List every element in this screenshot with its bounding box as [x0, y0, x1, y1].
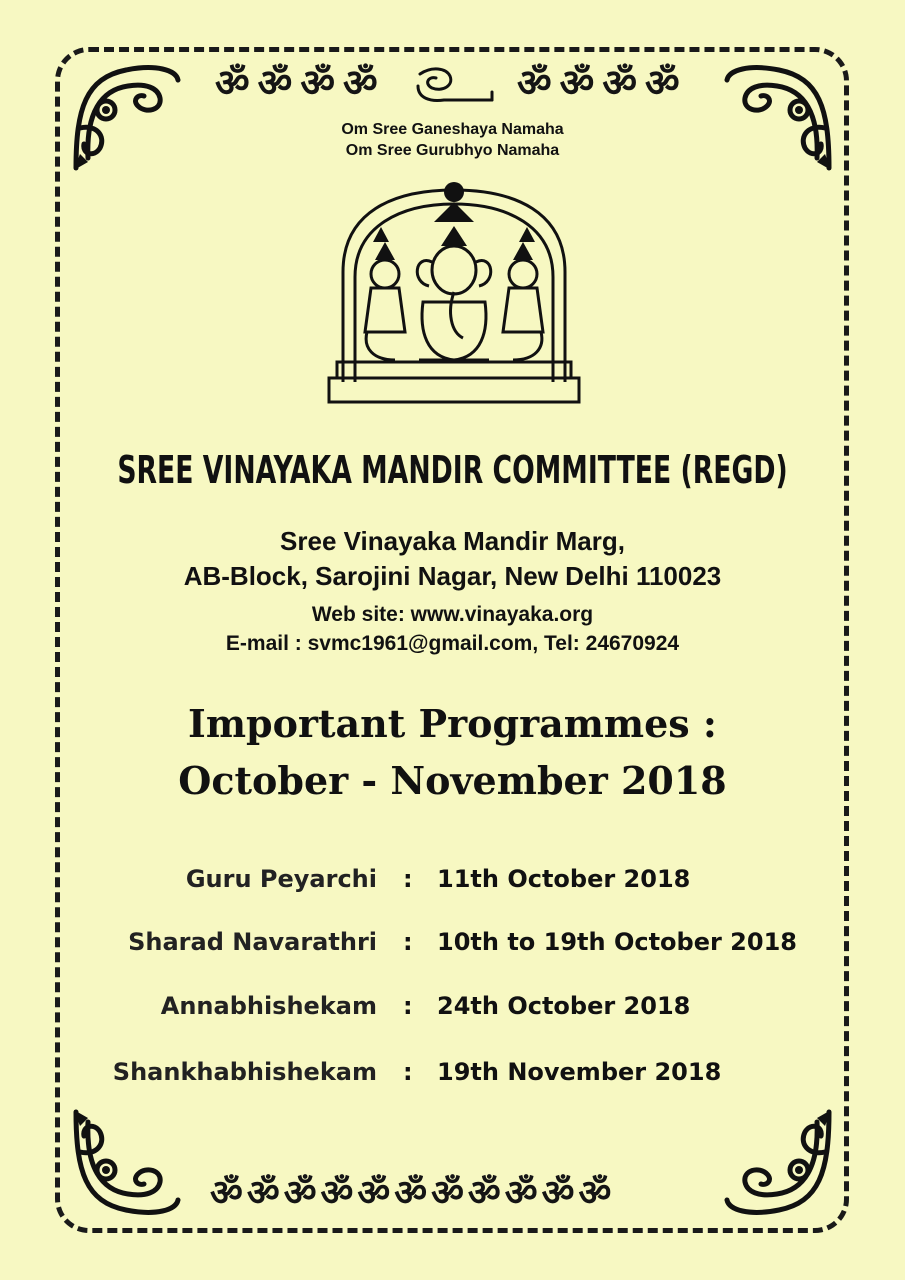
ganesha-deity-illustration-icon [323, 182, 585, 410]
programme-name: Annabhishekam [160, 992, 377, 1020]
corner-ornament-bottom-left-icon [66, 1102, 186, 1222]
contact-line: E-mail : svmc1961@gmail.com, Tel: 24670924 [225, 632, 680, 655]
programme-separator: : [403, 1058, 413, 1086]
om-icon: ॐ [602, 61, 637, 105]
programmes-heading: Important Programmes : [188, 701, 717, 746]
om-icon: ॐ [578, 1173, 612, 1214]
om-icon: ॐ [215, 61, 250, 105]
corner-ornament-bottom-right-icon [719, 1102, 839, 1222]
invocation-guru: Om Sree Gurubhyo Namaha [345, 142, 560, 159]
address-line-1: Sree Vinayaka Mandir Marg, [280, 526, 625, 556]
om-symbols-top-right [517, 61, 680, 105]
website-line: Web site: www.vinayaka.org [311, 603, 594, 626]
committee-name-title: SREE VINAYAKA MANDIR COMMITTEE (REGD) [117, 448, 788, 492]
om-icon: ॐ [504, 1173, 538, 1214]
om-icon: ॐ [246, 1173, 280, 1214]
om-icon: ॐ [342, 61, 378, 105]
om-symbols-top-left [215, 61, 378, 105]
programme-date: 24th October 2018 [437, 992, 691, 1020]
om-icon: ॐ [394, 1173, 428, 1214]
address-line-2: AB-Block, Sarojini Nagar, New Delhi 110023 [183, 561, 722, 591]
programme-name: Sharad Navarathri [128, 928, 377, 956]
om-icon: ॐ [541, 1173, 575, 1214]
programme-date: 19th November 2018 [437, 1058, 722, 1086]
om-symbols-bottom [210, 1173, 612, 1214]
om-icon: ॐ [320, 1173, 354, 1214]
programmes-period: October - November 2018 [178, 758, 727, 803]
programme-name: Guru Peyarchi [185, 865, 377, 893]
om-icon: ॐ [467, 1173, 501, 1214]
programme-date: 10th to 19th October 2018 [437, 928, 797, 956]
om-icon: ॐ [257, 61, 293, 105]
programme-separator: : [403, 992, 413, 1020]
om-icon: ॐ [431, 1173, 464, 1214]
om-icon: ॐ [559, 61, 595, 105]
programme-separator: : [403, 865, 413, 893]
invocation-ganesha: Om Sree Ganeshaya Namaha [341, 121, 564, 138]
om-icon: ॐ [300, 61, 335, 105]
sri-glyph-icon [412, 64, 496, 106]
om-icon: ॐ [357, 1173, 391, 1214]
om-icon: ॐ [283, 1173, 317, 1214]
om-icon: ॐ [517, 61, 552, 105]
programme-date: 11th October 2018 [437, 865, 691, 893]
om-icon: ॐ [644, 61, 680, 105]
programme-separator: : [403, 928, 413, 956]
programme-name: Shankhabhishekam [112, 1058, 377, 1086]
om-icon: ॐ [210, 1173, 243, 1214]
